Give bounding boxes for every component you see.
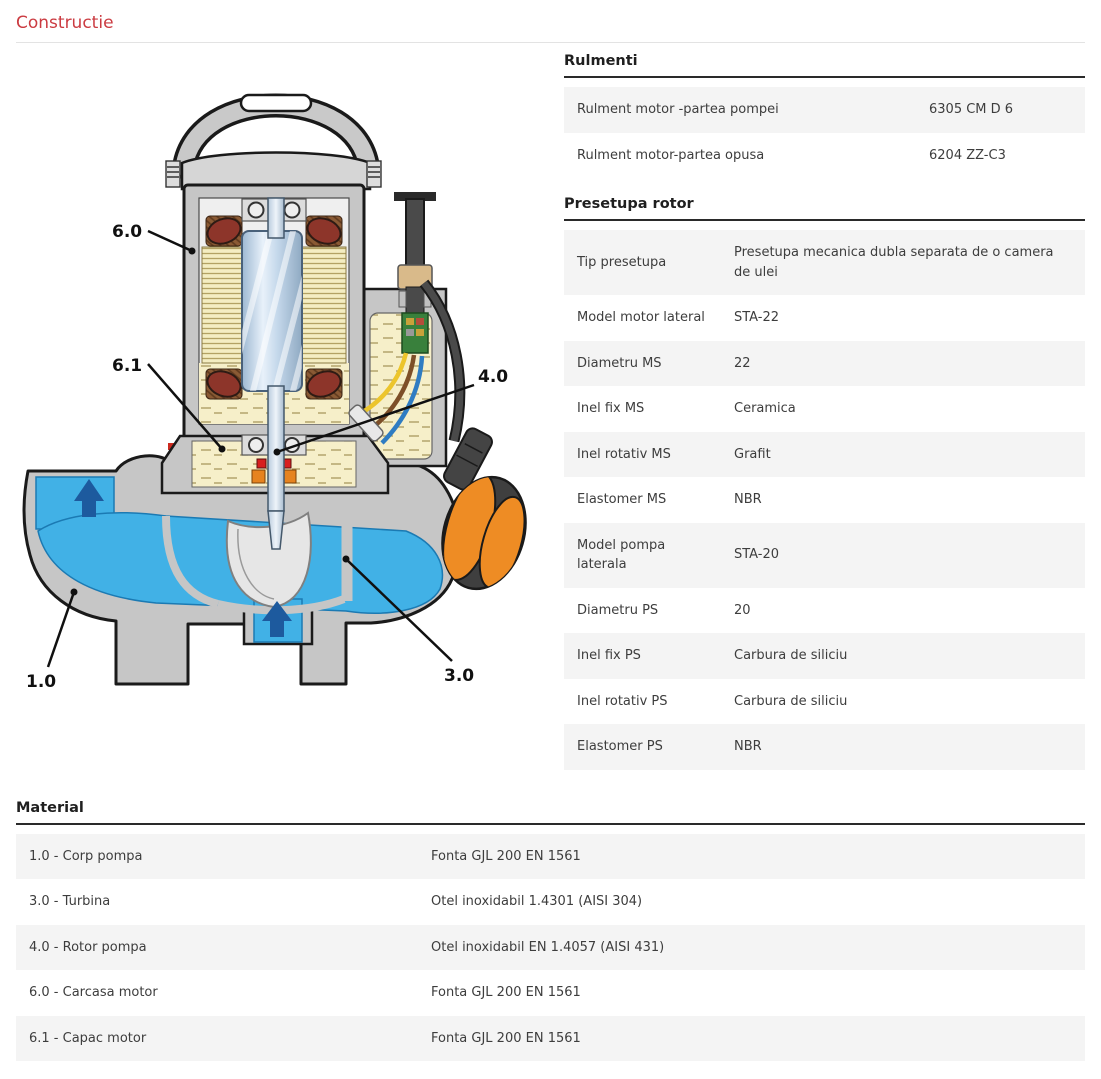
row-label: Rulment motor -partea pompei bbox=[577, 102, 779, 117]
material-section bbox=[16, 800, 1085, 1062]
table-row bbox=[564, 679, 1085, 725]
row-value: STA-20 bbox=[734, 547, 780, 563]
section-heading-presetupa: Presetupa rotor bbox=[564, 196, 1085, 221]
table-row bbox=[564, 633, 1085, 679]
row-value: Fonta GJL 200 EN 1561 bbox=[431, 1030, 581, 1046]
table-row bbox=[564, 724, 1085, 770]
title-divider bbox=[16, 42, 1085, 43]
table-row bbox=[564, 432, 1085, 478]
row-value: STA-22 bbox=[734, 310, 780, 325]
table-row bbox=[16, 879, 1085, 925]
table-row bbox=[564, 523, 1085, 588]
row-label: 3.0 - Turbina bbox=[29, 894, 111, 909]
terminal-block bbox=[402, 313, 428, 353]
row-label: Diametru MS bbox=[577, 355, 662, 371]
content bbox=[16, 51, 1085, 770]
row-label: Diametru PS bbox=[577, 602, 659, 618]
row-label: Elastomer PS bbox=[577, 739, 663, 754]
row-value: Carbura de siliciu bbox=[734, 648, 848, 663]
row-label: Model motor lateral bbox=[577, 310, 705, 325]
row-label: 6.1 - Capac motor bbox=[29, 1030, 147, 1046]
row-value: Grafit bbox=[734, 446, 771, 462]
row-label: Inel rotativ MS bbox=[577, 446, 671, 462]
table-rulmenti bbox=[564, 87, 1085, 178]
page-title: Constructie bbox=[16, 13, 114, 33]
pump-cross-section-illustration bbox=[16, 51, 561, 761]
table-row bbox=[564, 477, 1085, 523]
row-value: Fonta GJL 200 EN 1561 bbox=[431, 848, 581, 864]
callout-6-1: 6.1 bbox=[112, 356, 143, 376]
table-row bbox=[16, 1016, 1085, 1062]
stator-winding-right bbox=[302, 247, 346, 363]
row-value: Carbura de siliciu bbox=[734, 693, 848, 709]
row-value: Otel inoxidabil EN 1.4057 (AISI 431) bbox=[431, 939, 665, 955]
row-value: Presetupa mecanica dubla separata de o camera de ulei bbox=[734, 245, 1054, 280]
table-row bbox=[564, 133, 1085, 179]
table-row bbox=[564, 87, 1085, 133]
table-row bbox=[16, 970, 1085, 1016]
table-row bbox=[564, 341, 1085, 387]
table-row bbox=[564, 295, 1085, 341]
table-row bbox=[564, 230, 1085, 295]
row-value: Ceramica bbox=[734, 401, 796, 416]
row-value: 20 bbox=[734, 602, 751, 618]
row-value: 22 bbox=[734, 355, 751, 371]
row-label: Inel fix MS bbox=[577, 401, 645, 416]
row-label: Tip presetupa bbox=[577, 254, 667, 270]
section-heading-rulmenti: Rulmenti bbox=[564, 53, 1085, 78]
row-label: 1.0 - Corp pompa bbox=[29, 848, 143, 864]
row-value: 6204 ZZ-C3 bbox=[929, 147, 1006, 163]
row-label: Inel fix PS bbox=[577, 648, 641, 663]
row-label: Elastomer MS bbox=[577, 492, 667, 507]
row-value: 6305 CM D 6 bbox=[929, 102, 1014, 117]
spec-column bbox=[564, 51, 1085, 770]
section-heading-material: Material bbox=[16, 800, 1085, 825]
callout-4-0: 4.0 bbox=[478, 367, 509, 387]
callout-6-0: 6.0 bbox=[112, 222, 143, 242]
pump-diagram bbox=[16, 51, 564, 765]
table-presetupa bbox=[564, 230, 1085, 770]
row-value: NBR bbox=[734, 739, 762, 754]
table-row bbox=[16, 925, 1085, 971]
table-material bbox=[16, 834, 1085, 1062]
row-label: Rulment motor-partea opusa bbox=[577, 147, 765, 163]
row-value: Otel inoxidabil 1.4301 (AISI 304) bbox=[431, 894, 643, 909]
callout-3-0: 3.0 bbox=[444, 666, 475, 686]
row-label: 6.0 - Carcasa motor bbox=[29, 985, 158, 1000]
callout-1-0: 1.0 bbox=[26, 672, 57, 692]
table-row bbox=[564, 588, 1085, 634]
table-row bbox=[564, 386, 1085, 432]
stator-winding-left bbox=[202, 247, 246, 363]
row-label: Inel rotativ PS bbox=[577, 693, 668, 709]
row-value: NBR bbox=[734, 492, 762, 507]
row-value: Fonta GJL 200 EN 1561 bbox=[431, 985, 581, 1000]
table-row bbox=[16, 834, 1085, 880]
row-label: Model pompa laterala bbox=[577, 537, 666, 572]
row-label: 4.0 - Rotor pompa bbox=[29, 939, 147, 955]
